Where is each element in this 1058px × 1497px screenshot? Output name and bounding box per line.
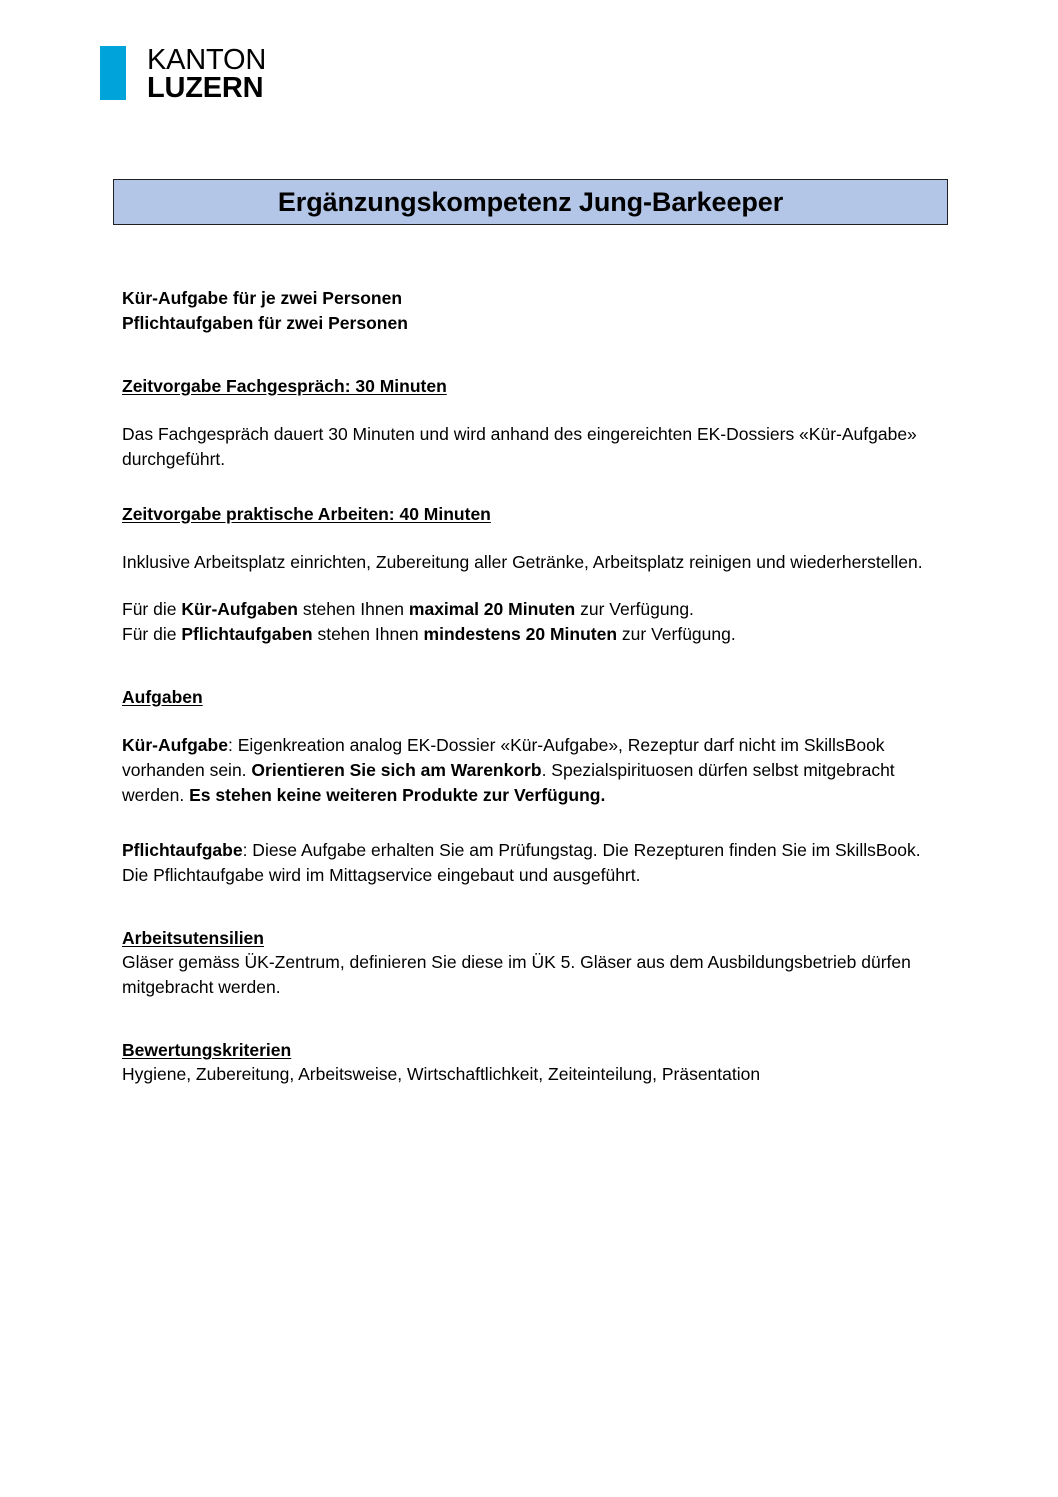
section-body-bewertungskriterien: Hygiene, Zubereitung, Arbeitsweise, Wirtschaftlichkeit, Zeiteinteilung, Präsentation (122, 1064, 761, 1085)
zeit-kuer-suffix: zur Verfügung. (575, 599, 694, 620)
aufgabe-pflicht-label: Pflichtaufgabe (122, 839, 243, 860)
zeit-kuer-bold-dauer: maximal 20 Minuten (408, 599, 576, 620)
section-heading-fachgespraech: Zeitvorgabe Fachgespräch: 30 Minuten (122, 375, 447, 396)
section-fachgespraech (122, 374, 940, 472)
section-heading-bewertungskriterien: Bewertungskriterien (122, 1039, 292, 1060)
aufgabe-kuer-label: Kür-Aufgabe (122, 735, 228, 756)
aufgabe-kuer-paragraph (122, 733, 940, 808)
intro-line-pflicht: Pflichtaufgaben für zwei Personen (122, 312, 408, 333)
zeit-pflicht-prefix: Für die (122, 624, 182, 645)
kanton-luzern-logo-wordmark (147, 43, 267, 104)
zeitangabe-pflicht-line (122, 622, 940, 647)
page-title: Ergänzungskompetenz Jung-Barkeeper (277, 186, 784, 217)
aufgabe-kuer-text-2: . Spezialspirituosen dürfen selbst mitgebracht werden. (122, 760, 895, 806)
aufgabe-kuer-bold-warenkorb: Orientieren Sie sich am Warenkorb (251, 760, 542, 781)
section-body-arbeitsutensilien: Gläser gemäss ÜK-Zentrum, definieren Sie diese im ÜK 5. Gläser aus dem Ausbildungsbetrieb dürfen mitgebracht werden. (122, 952, 911, 997)
section-bewertungskriterien (122, 1038, 940, 1087)
zeit-pflicht-middle: stehen Ihnen (312, 624, 424, 645)
kanton-luzern-logo-mark-icon (100, 46, 126, 100)
zeit-kuer-middle: stehen Ihnen (297, 599, 409, 620)
section-arbeitsutensilien (122, 926, 940, 1000)
zeit-kuer-bold-aufgaben: Kür-Aufgaben (181, 599, 298, 620)
section-body-praktische-arbeiten: Inklusive Arbeitsplatz einrichten, Zubereitung aller Getränke, Arbeitsplatz reinigen und wiederherstellen. (122, 552, 923, 573)
section-heading-arbeitsutensilien: Arbeitsutensilien (122, 927, 264, 948)
zeit-pflicht-bold-aufgaben: Pflichtaufgaben (181, 624, 313, 645)
intro-line-kuer: Kür-Aufgabe für je zwei Personen (122, 288, 403, 308)
section-body-fachgespraech: Das Fachgespräch dauert 30 Minuten und wird anhand des eingereichten EK-Dossiers «Kür-Aufgabe» durchgeführt. (122, 424, 917, 470)
section-praktische-arbeiten (122, 502, 940, 647)
zeitangabe-kuer-line (122, 597, 940, 622)
aufgabe-pflicht-text: : Diese Aufgabe erhalten Sie am Prüfungstag. Die Rezepturen finden Sie im SkillsBook. Die Pflichtaufgabe wird im Mittagservice eingebaut und ausgeführt. (122, 839, 921, 885)
aufgabe-pflicht-paragraph (122, 838, 940, 888)
zeit-pflicht-suffix: zur Verfügung. (617, 624, 736, 645)
section-aufgaben (122, 685, 940, 888)
zeit-pflicht-bold-dauer: mindestens 20 Minuten (423, 624, 618, 645)
document-title-banner (113, 179, 948, 225)
logo-line-luzern: LUZERN (147, 72, 264, 104)
logo-line-kanton: KANTON (147, 43, 267, 76)
zeit-kuer-prefix: Für die (122, 599, 182, 620)
document-body (122, 286, 940, 1087)
intro-block (122, 286, 940, 336)
section-heading-aufgaben: Aufgaben (122, 686, 203, 707)
aufgabe-kuer-text-1: : Eigenkreation analog EK-Dossier «Kür-Aufgabe», Rezeptur darf nicht im SkillsBook vorhanden sein. (122, 735, 885, 781)
section-heading-praktische-arbeiten: Zeitvorgabe praktische Arbeiten: 40 Minuten (122, 503, 491, 524)
kanton-luzern-logo (100, 43, 267, 104)
aufgabe-kuer-bold-keine-produkte: Es stehen keine weiteren Produkte zur Verfügung. (189, 785, 606, 806)
